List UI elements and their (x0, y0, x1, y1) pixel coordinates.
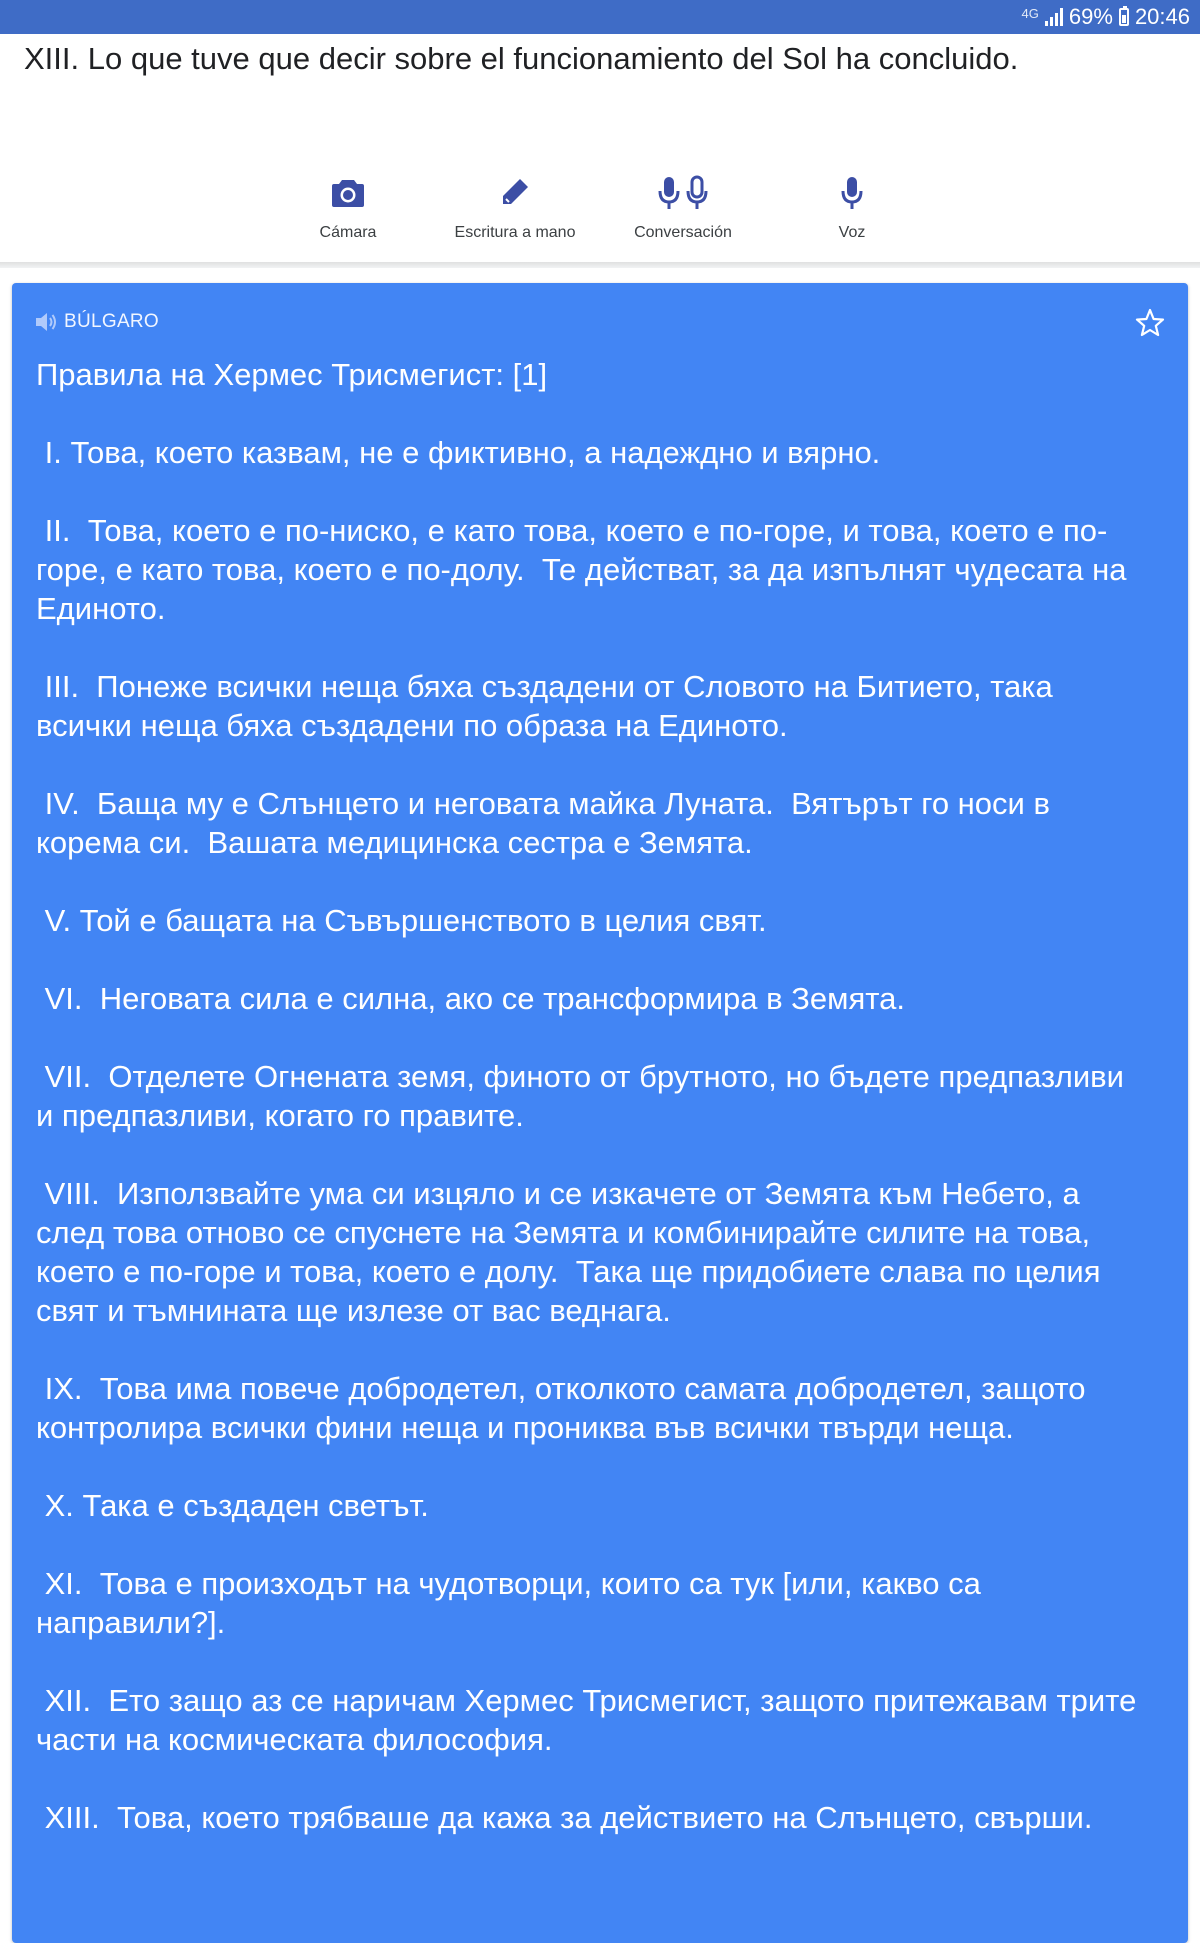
mic-icon (838, 175, 866, 211)
voice-button[interactable] (767, 170, 937, 242)
conversation-label: Conversación (634, 224, 732, 241)
source-text[interactable]: XIII. Lo que tuve que decir sobre el funcionamiento del Sol ha concluido. (24, 41, 1019, 76)
voice-label: Voz (838, 224, 866, 241)
handwriting-button[interactable] (430, 170, 600, 242)
translation-text[interactable]: Правила на Хермес Трисмегист: [1] I. Това, което казвам, не е фиктивно, а надеждно и вярно. II. Това, което е по-ниско, е като това, което е по-горе, и това, което е по-горе, е като това, което е по-долу. Те действат, за да изпълнят чудесата на Единото. III. Понеже всички неща бяха създадени от Словото на Битието, така всички неща бяха създадени по образа на Единото. IV. Баща му е Слънцето и неговата майка Луната. Вятърът го носи в корема си. Вашата медицинска сестра е Земята. V. Той е бащата на Съвършенството в целия свят. VI. Неговата сила е силна, ако се трансформира в Земята. VII. Отделете Огнената земя, финото от брутното, но бъдете предпазливи и предпазливи, когато го правите. VIII. Използвайте ума си изцяло и се изкачете от Земята към Небето, а след това отново се спуснете на Земята и комбинирайте силите на това, което е по-горе и това, което е долу. Така ще придобиете слава по целия свят и тъмнината ще излезе от вас веднага. IX. Това има повече добродетел, отколкото самата добродетел, защото контролира всички фини неща и прониква във всички твърди неща. X. Така е създаден светът. XI. Това е произходът на чудотворци, които са тук [или, какво са направили?]. XII. Ето защо аз се наричам Хермес Трисмегист, защото притежавам трите части на космическата философия. XIII. Това, което трябваше да кажа за действието на Слънцето, свърши. (36, 357, 1137, 1835)
input-tools-bar (0, 170, 1200, 260)
star-icon[interactable] (1134, 307, 1166, 344)
camera-button[interactable] (263, 170, 433, 242)
camera-label: Cámara (319, 224, 377, 241)
clock: 20:46 (1134, 4, 1190, 29)
network-type: 4G (1021, 5, 1039, 21)
section-divider (0, 262, 1200, 268)
translation-header (34, 307, 1172, 337)
target-language-label: BÚLGARO (64, 311, 160, 332)
battery-icon (1119, 8, 1129, 26)
signal-icon (1045, 8, 1063, 26)
conversation-button[interactable] (598, 170, 768, 242)
status-bar (0, 0, 1200, 34)
status-indicators (1022, 0, 1190, 34)
pen-icon (500, 177, 530, 209)
translation-card (12, 283, 1188, 1943)
speaker-icon[interactable] (34, 311, 58, 333)
battery-percent: 69% (1068, 4, 1113, 29)
camera-icon (331, 178, 365, 208)
conversation-mic-icon (656, 175, 710, 211)
handwriting-label: Escritura a mano (454, 224, 576, 241)
